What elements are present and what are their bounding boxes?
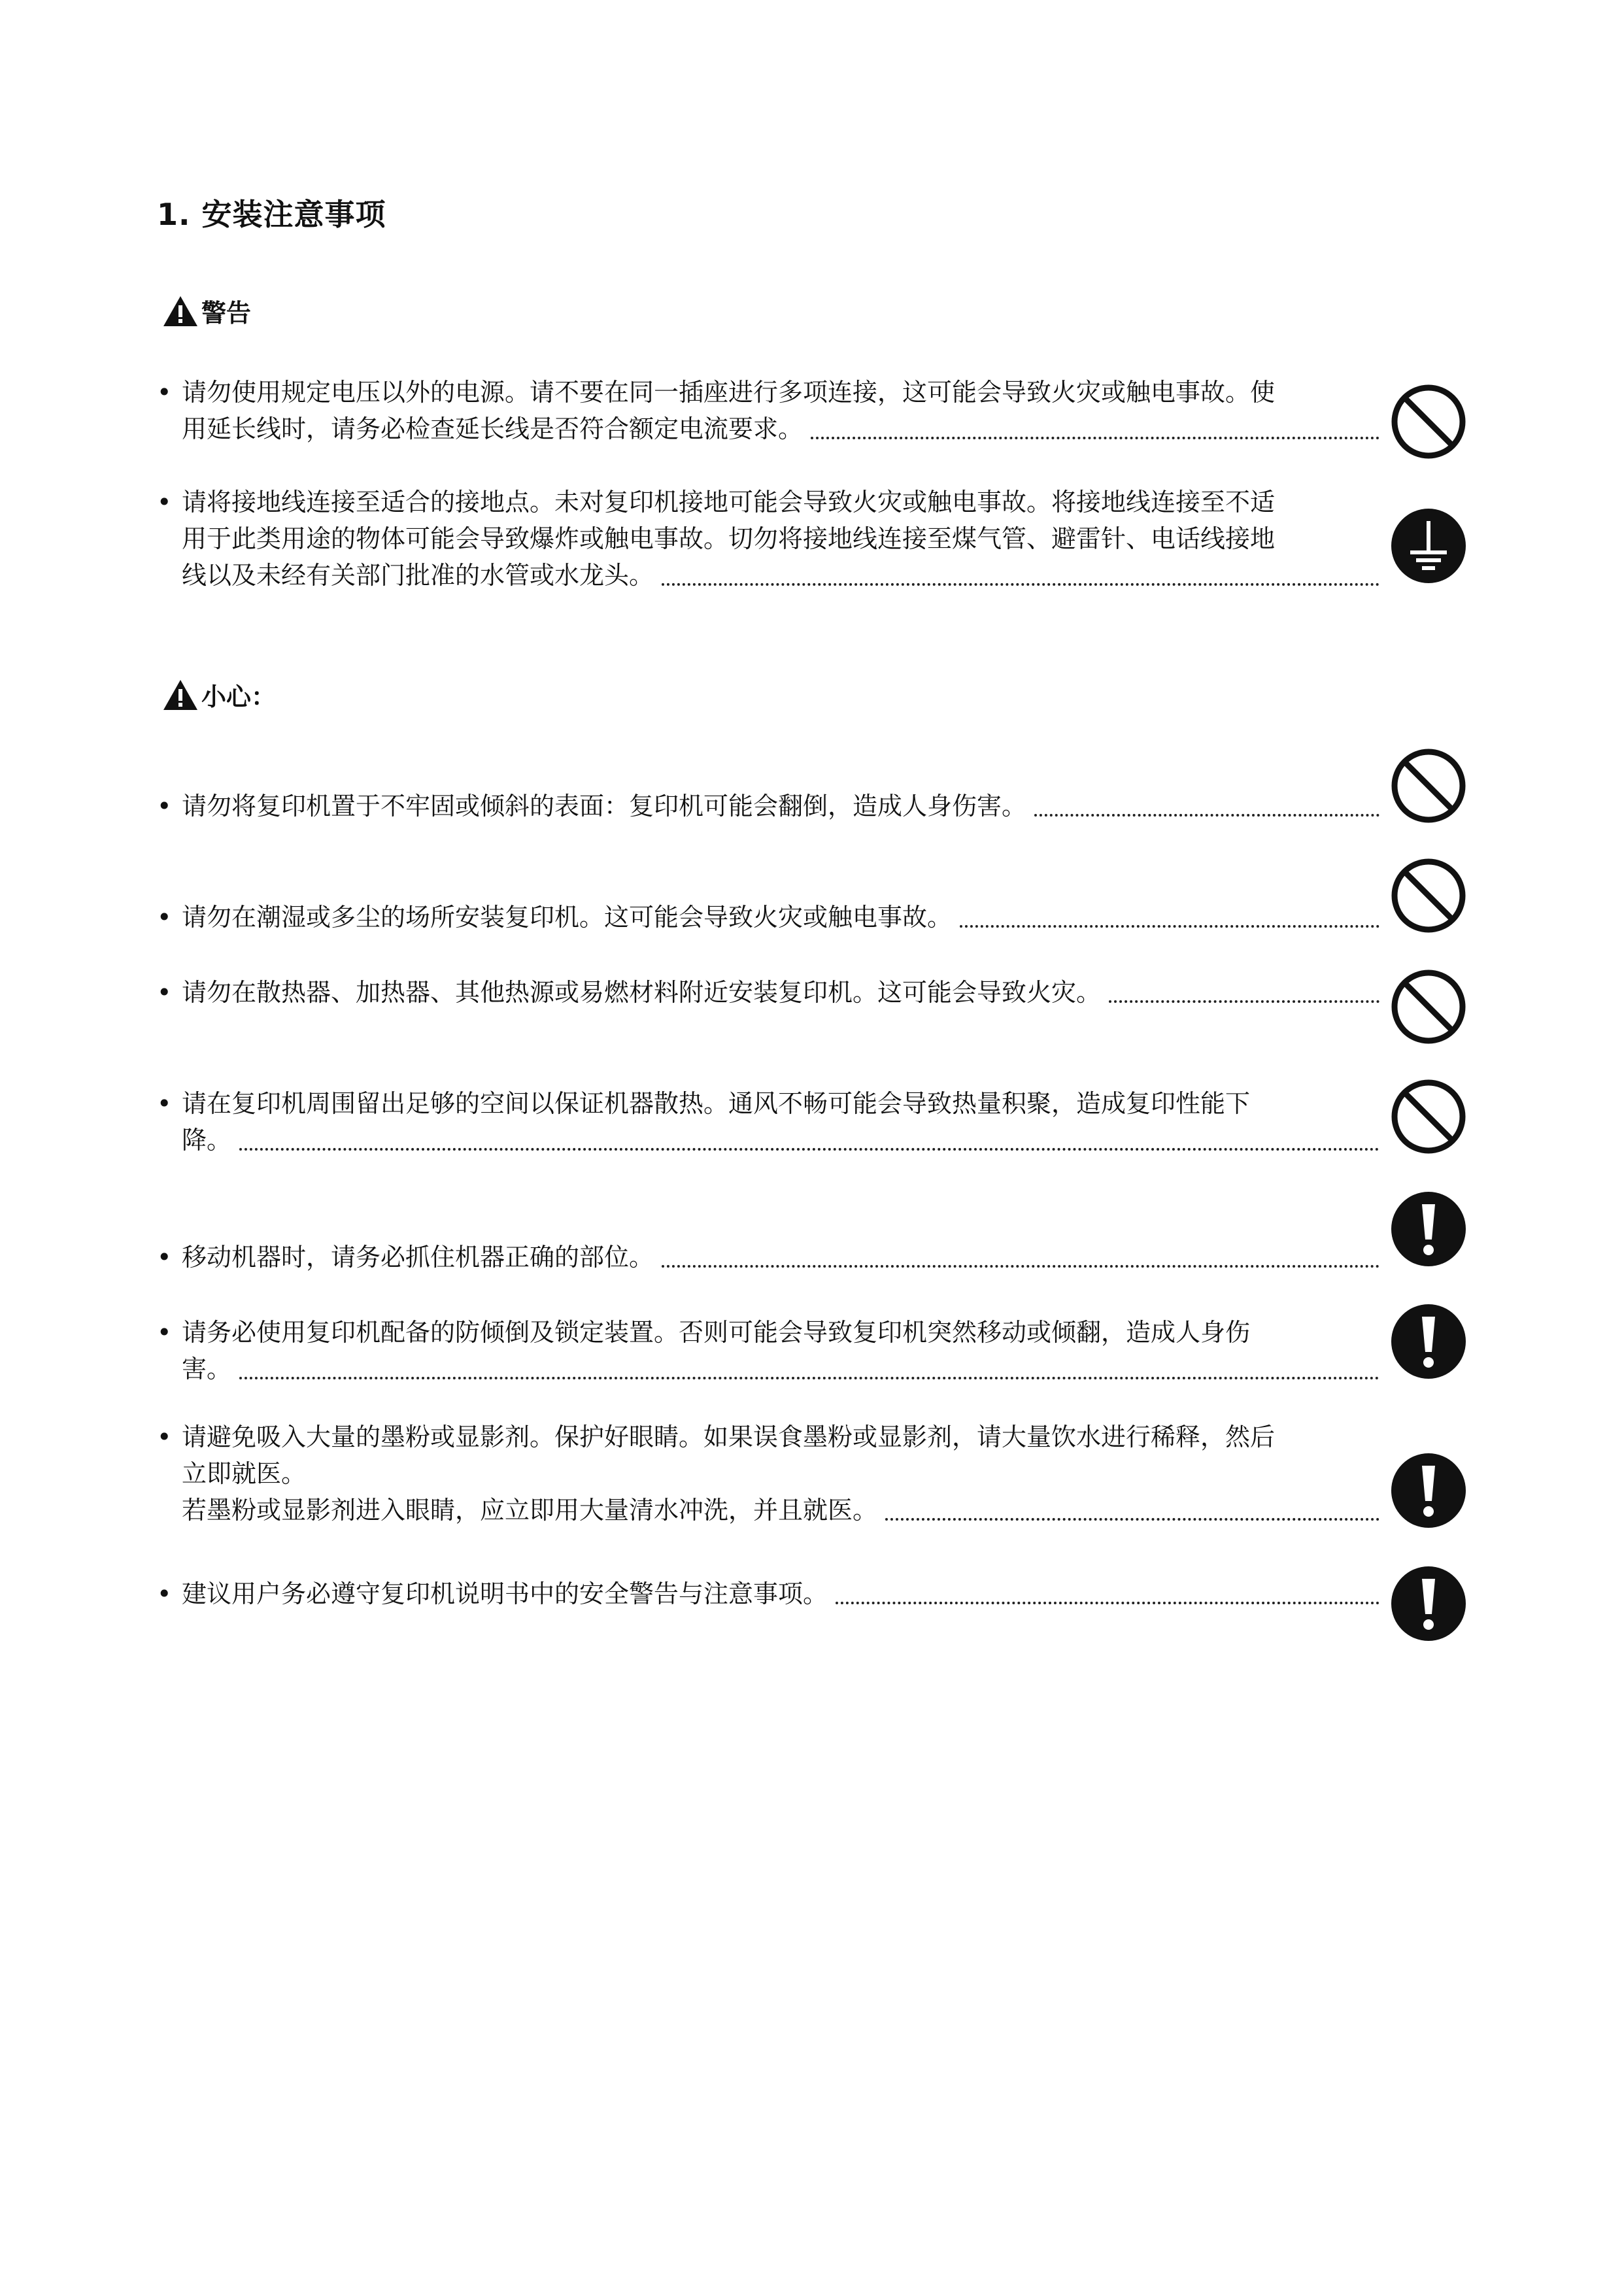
bullet: •: [157, 1089, 172, 1118]
prohibition-icon: [1389, 1077, 1468, 1156]
dot-leader: [960, 924, 1379, 928]
item-text-line: 请在复印机周围留出足够的空间以保证机器散热。通风不畅可能会导致热量积聚，造成复印性能下: [182, 1089, 1251, 1118]
caution-item-2: [157, 899, 1379, 936]
bullet: •: [157, 488, 172, 516]
dot-leader: [239, 1376, 1379, 1379]
item-text-line: 降。: [182, 1126, 232, 1155]
mandatory-icon: [1389, 1190, 1468, 1268]
warning-item-2: [157, 484, 1379, 594]
caution-item-6: [157, 1314, 1379, 1387]
prohibition-icon: [1389, 382, 1468, 461]
caution-item-5: [157, 1239, 1379, 1275]
bullet: •: [157, 1243, 172, 1272]
item-text-line: 若墨粉或显影剂进入眼睛，应立即用大量清水冲洗，并且就医。: [182, 1496, 878, 1525]
dot-leader: [1109, 1000, 1379, 1003]
bullet: •: [157, 378, 172, 407]
prohibition-icon: [1389, 856, 1468, 935]
warning-triangle-icon: [162, 679, 199, 711]
dot-leader: [811, 436, 1379, 439]
caution-label: 小心：: [201, 683, 277, 711]
page-title: 1. 安装注意事项: [157, 197, 386, 232]
dot-leader: [239, 1147, 1379, 1151]
prohibition-icon: [1389, 968, 1468, 1046]
bullet: •: [157, 978, 172, 1007]
item-text-line: 请勿使用规定电压以外的电源。请不要在同一插座进行多项连接，这可能会导致火灾或触电事故。使: [182, 378, 1276, 407]
item-text-line: 立即就医。: [182, 1459, 307, 1488]
item-text-line: 线以及未经有关部门批准的水管或水龙头。: [182, 561, 654, 590]
warning-item-1: [157, 374, 1379, 447]
item-text-line: 移动机器时，请务必抓住机器正确的部位。: [182, 1243, 654, 1272]
bullet: •: [157, 903, 172, 932]
bullet: •: [157, 1318, 172, 1347]
item-text-line: 建议用户务必遵守复印机说明书中的安全警告与注意事项。: [182, 1579, 828, 1608]
item-text-line: 请将接地线连接至适合的接地点。未对复印机接地可能会导致火灾或触电事故。将接地线连接至不适: [182, 488, 1276, 516]
item-text-line: 请勿在散热器、加热器、其他热源或易燃材料附近安装复印机。这可能会导致火灾。: [182, 978, 1102, 1007]
ground-icon: [1389, 507, 1468, 585]
dot-leader: [836, 1601, 1379, 1604]
caution-item-7: [157, 1419, 1379, 1528]
dot-leader: [885, 1517, 1379, 1521]
caution-heading: [162, 677, 276, 713]
item-text-line: 请勿在潮湿或多尘的场所安装复印机。这可能会导致火灾或触电事故。: [182, 903, 953, 932]
bullet: •: [157, 1423, 172, 1451]
warning-label: 警告: [201, 299, 252, 328]
dot-leader: [662, 1264, 1379, 1268]
bullet: •: [157, 792, 172, 820]
item-text-line: 害。: [182, 1355, 232, 1383]
item-text-line: 请务必使用复印机配备的防倾倒及锁定装置。否则可能会导致复印机突然移动或倾翻，造成人身伤: [182, 1318, 1251, 1347]
mandatory-icon: [1389, 1302, 1468, 1381]
caution-item-8: [157, 1576, 1379, 1612]
item-text-line: 请勿将复印机置于不牢固或倾斜的表面：复印机可能会翻倒，造成人身伤害。: [182, 792, 1027, 820]
warning-heading: [162, 293, 251, 329]
item-text-line: 用延长线时，请务必检查延长线是否符合额定电流要求。: [182, 414, 804, 443]
caution-item-4: [157, 1085, 1379, 1158]
dot-leader: [662, 582, 1379, 586]
prohibition-icon: [1389, 747, 1468, 825]
caution-item-3: [157, 974, 1379, 1011]
caution-item-1: [157, 788, 1379, 824]
warning-triangle-icon: [162, 295, 199, 328]
mandatory-icon: [1389, 1564, 1468, 1643]
bullet: •: [157, 1579, 172, 1608]
item-text-line: 用于此类用途的物体可能会导致爆炸或触电事故。切勿将接地线连接至煤气管、避雷针、电话线接地: [182, 524, 1276, 553]
mandatory-icon: [1389, 1451, 1468, 1530]
item-text-line: 请避免吸入大量的墨粉或显影剂。保护好眼睛。如果误食墨粉或显影剂，请大量饮水进行稀释，然后: [182, 1423, 1276, 1451]
dot-leader: [1034, 813, 1379, 817]
